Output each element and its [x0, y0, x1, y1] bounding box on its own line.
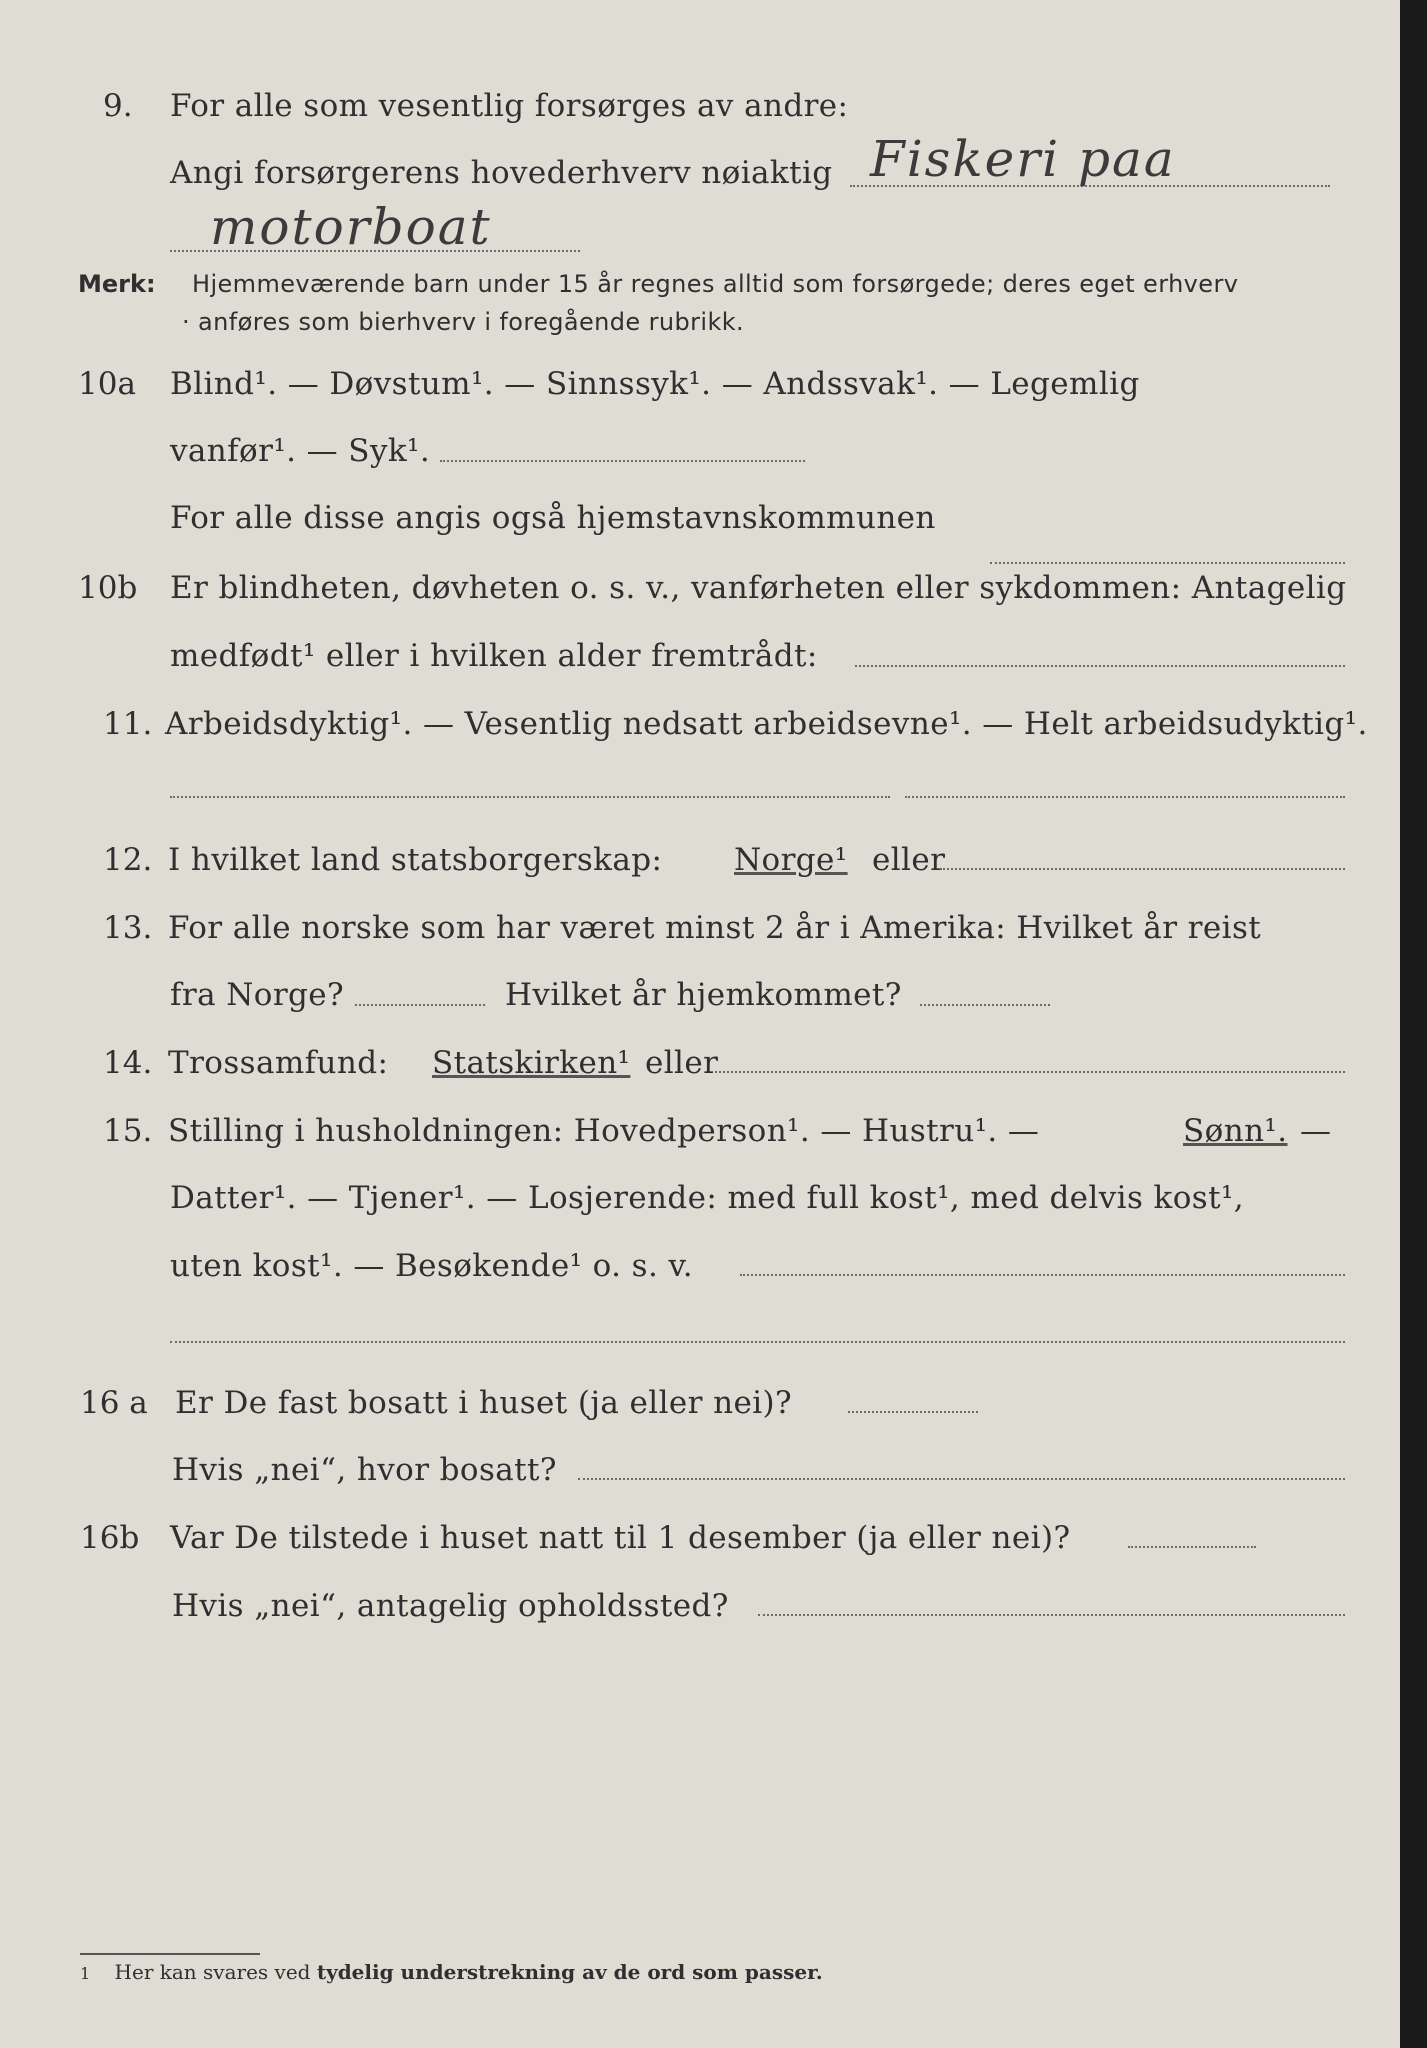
answer-line [170, 796, 890, 798]
handwritten-answer-1: Fiskeri paa [870, 130, 1176, 188]
question-text-line1-suffix: — [1300, 1113, 1332, 1149]
footnote-rule [80, 1953, 260, 1955]
question-text-line1: Var De tilstede i huset natt til 1 desember (ja eller nei)? [170, 1520, 1071, 1556]
question-number: 9. [103, 88, 133, 124]
answer-line [940, 868, 1345, 870]
question-text-line1: For alle som vesentlig forsørges av andre: [170, 88, 849, 124]
answer-option-sonn: Sønn¹. [1183, 1113, 1288, 1149]
question-text: Trossamfund: [168, 1045, 389, 1081]
question-text-line1: For alle norske som har været minst 2 år i Amerika: Hvilket år reist [168, 910, 1262, 946]
answer-line [355, 1004, 485, 1006]
question-text-suffix: eller [645, 1045, 719, 1081]
question-text-line3: uten kost¹. — Besøkende¹ o. s. v. [170, 1248, 693, 1284]
question-number: 16 a [80, 1385, 148, 1421]
note-text-line2: · anføres som bierhverv i foregående rubrikk. [182, 308, 745, 336]
answer-line [170, 1341, 1345, 1343]
question-text-line2a: fra Norge? [170, 977, 345, 1013]
scan-border [1400, 0, 1427, 2048]
question-number: 10a [78, 366, 136, 402]
question-number: 13. [103, 910, 153, 946]
question-text-line2: Hvis „nei“, antagelig opholdssted? [172, 1588, 729, 1624]
answer-line [1128, 1546, 1256, 1548]
question-text-line2: Angi forsørgerens hovederhverv nøiaktig [170, 155, 833, 191]
answer-line [440, 460, 805, 462]
question-number: 12. [103, 842, 153, 878]
answer-line [848, 1411, 978, 1413]
footnote [80, 1960, 1330, 1984]
question-text-line1: Er blindheten, døvheten o. s. v., vanførheten eller sykdommen: Antagelig [170, 570, 1347, 606]
question-text-suffix: eller [872, 842, 946, 878]
footnote-mark: 1 [80, 1964, 91, 1983]
question-text-line2b: Hvilket år hjemkommet? [505, 977, 902, 1013]
handwritten-answer-2: motorboat [210, 198, 492, 256]
answer-option-statskirken: Statskirken¹ [432, 1045, 631, 1081]
answer-line [990, 562, 1345, 564]
question-text-line3: For alle disse angis også hjemstavnskommunen [170, 500, 936, 536]
question-number: 15. [103, 1113, 153, 1149]
question-number: 14. [103, 1045, 153, 1081]
question-text: I hvilket land statsborgerskap: [168, 842, 663, 878]
question-text-line1: Stilling i husholdningen: Hovedperson¹. — Hustru¹. — [168, 1113, 1040, 1149]
answer-line [905, 796, 1345, 798]
question-number: 11. [103, 706, 153, 742]
question-text-line2: vanfør¹. — Syk¹. [170, 433, 431, 469]
question-text-line2: Hvis „nei“, hvor bosatt? [172, 1452, 557, 1488]
note-text-line1: Hjemmeværende barn under 15 år regnes alltid som forsørgede; deres eget erhverv [192, 270, 1239, 298]
footnote-text-bold: tydelig understrekning av de ord som passer. [316, 1960, 823, 1984]
question-number: 16b [80, 1520, 140, 1556]
answer-line [758, 1614, 1345, 1616]
question-text-line2: Datter¹. — Tjener¹. — Losjerende: med full kost¹, med delvis kost¹, [170, 1180, 1245, 1216]
answer-line [740, 1274, 1345, 1276]
footnote-text-plain: Her kan svares ved [114, 1960, 311, 1984]
question-text-line1: Blind¹. — Døvstum¹. — Sinnssyk¹. — Andssvak¹. — Legemlig [170, 366, 1140, 402]
answer-line [715, 1071, 1345, 1073]
question-number: 10b [78, 570, 138, 606]
question-text-line2: medfødt¹ eller i hvilken alder fremtrådt: [170, 638, 818, 674]
answer-option-norge: Norge¹ [734, 842, 848, 878]
question-text-line1: Arbeidsdyktig¹. — Vesentlig nedsatt arbeidsevne¹. — Helt arbeidsudyktig¹. [165, 706, 1368, 742]
answer-line [855, 665, 1345, 667]
answer-line [920, 1004, 1050, 1006]
question-text-line1: Er De fast bosatt i huset (ja eller nei)? [175, 1385, 793, 1421]
answer-line [578, 1478, 1345, 1480]
note-label: Merk: [78, 270, 156, 298]
